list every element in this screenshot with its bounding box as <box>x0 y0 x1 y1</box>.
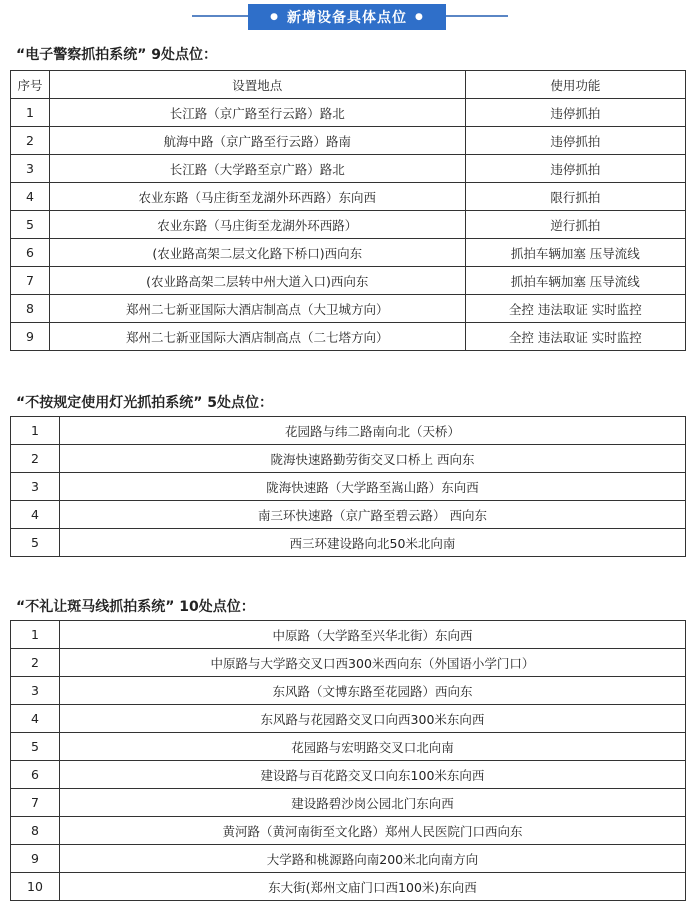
cell-location: 陇海快速路（大学路至嵩山路）东向西 <box>59 473 685 501</box>
section2-title: “不按规定使用灯光抓拍系统” 5处点位： <box>16 395 274 411</box>
cell-location: 大学路和桃源路向南200米北向南方向 <box>59 845 685 873</box>
cell-index: 1 <box>11 621 60 649</box>
cell-location: 花园路与宏明路交叉口北向南 <box>59 733 685 761</box>
cell-location: 农业东路（马庄街至龙湖外环西路）东向西 <box>49 183 465 211</box>
cell-index: 10 <box>11 873 60 901</box>
bullet-dot-icon: ● <box>270 11 279 22</box>
cell-location: 建设路与百花路交叉口向东100米东向西 <box>59 761 685 789</box>
cell-index: 4 <box>11 705 60 733</box>
table-row <box>11 183 686 211</box>
table-row <box>11 761 686 789</box>
cell-index: 2 <box>11 649 60 677</box>
bullet-dot-icon: ● <box>415 11 424 22</box>
table-row <box>11 417 686 445</box>
banner-line-left <box>192 15 248 17</box>
table-header-row <box>11 71 686 99</box>
cell-location: 郑州二七新亚国际大酒店制高点（大卫城方向） <box>49 295 465 323</box>
table-row <box>11 733 686 761</box>
section-banner <box>0 0 696 36</box>
lights-capture-table <box>10 416 686 557</box>
cell-index: 2 <box>11 127 50 155</box>
table-row <box>11 323 686 351</box>
table-row <box>11 677 686 705</box>
table-row <box>11 817 686 845</box>
table-row <box>11 211 686 239</box>
section1-title: “电子警察抓拍系统” 9处点位： <box>16 47 218 63</box>
cell-function: 逆行抓拍 <box>465 211 685 239</box>
cell-location: 南三环快速路（京广路至碧云路） 西向东 <box>59 501 685 529</box>
cell-function: 全控 违法取证 实时监控 <box>465 295 685 323</box>
cell-location: 农业东路（马庄街至龙湖外环西路） <box>49 211 465 239</box>
cell-index: 3 <box>11 155 50 183</box>
cell-location: 中原路与大学路交叉口西300米西向东（外国语小学门口） <box>59 649 685 677</box>
electronic-police-table <box>10 70 686 351</box>
cell-location: 黄河路（黄河南街至文化路）郑州人民医院门口西向东 <box>59 817 685 845</box>
header-location: 设置地点 <box>49 71 465 99</box>
cell-location: 花园路与纬二路南向北（天桥） <box>59 417 685 445</box>
cell-location: 东大街(郑州文庙门口西100米)东向西 <box>59 873 685 901</box>
cell-index: 5 <box>11 211 50 239</box>
cell-index: 7 <box>11 267 50 295</box>
cell-location: 西三环建设路向北50米北向南 <box>59 529 685 557</box>
cell-function: 全控 违法取证 实时监控 <box>465 323 685 351</box>
table-row <box>11 873 686 901</box>
cell-location: (农业路高架二层文化路下桥口)西向东 <box>49 239 465 267</box>
table-row <box>11 155 686 183</box>
table-row <box>11 99 686 127</box>
cell-index: 2 <box>11 445 60 473</box>
table-row <box>11 649 686 677</box>
table-row <box>11 267 686 295</box>
cell-index: 3 <box>11 677 60 705</box>
cell-function: 限行抓拍 <box>465 183 685 211</box>
cell-function: 违停抓拍 <box>465 127 685 155</box>
cell-location: 中原路（大学路至兴华北街）东向西 <box>59 621 685 649</box>
banner-title: 新增设备具体点位 <box>287 10 407 26</box>
cell-location: 长江路（大学路至京广路）路北 <box>49 155 465 183</box>
cell-index: 6 <box>11 761 60 789</box>
cell-index: 5 <box>11 529 60 557</box>
table-row <box>11 529 686 557</box>
cell-function: 违停抓拍 <box>465 99 685 127</box>
cell-location: 陇海快速路勤劳街交叉口桥上 西向东 <box>59 445 685 473</box>
cell-index: 8 <box>11 817 60 845</box>
cell-index: 7 <box>11 789 60 817</box>
table-row <box>11 127 686 155</box>
table-row <box>11 845 686 873</box>
cell-index: 9 <box>11 323 50 351</box>
cell-index: 4 <box>11 501 60 529</box>
cell-location: 东风路（文博东路至花园路）西向东 <box>59 677 685 705</box>
table-row <box>11 473 686 501</box>
cell-index: 4 <box>11 183 50 211</box>
cell-index: 5 <box>11 733 60 761</box>
cell-location: 航海中路（京广路至行云路）路南 <box>49 127 465 155</box>
cell-location: 东风路与花园路交叉口向西300米东向西 <box>59 705 685 733</box>
cell-location: (农业路高架二层转中州大道入口)西向东 <box>49 267 465 295</box>
table-row <box>11 705 686 733</box>
cell-location: 长江路（京广路至行云路）路北 <box>49 99 465 127</box>
cell-location: 郑州二七新亚国际大酒店制高点（二七塔方向） <box>49 323 465 351</box>
crosswalk-capture-table <box>10 620 686 901</box>
cell-index: 9 <box>11 845 60 873</box>
cell-index: 1 <box>11 417 60 445</box>
cell-index: 8 <box>11 295 50 323</box>
cell-index: 1 <box>11 99 50 127</box>
header-function: 使用功能 <box>465 71 685 99</box>
table-row <box>11 621 686 649</box>
table-row <box>11 501 686 529</box>
banner-line-right <box>446 15 508 17</box>
cell-function: 违停抓拍 <box>465 155 685 183</box>
header-index: 序号 <box>11 71 50 99</box>
cell-function: 抓拍车辆加塞 压导流线 <box>465 239 685 267</box>
table-row <box>11 445 686 473</box>
section3-title: “不礼让斑马线抓拍系统” 10处点位： <box>16 599 255 615</box>
banner-title-box <box>248 4 446 30</box>
table-row <box>11 239 686 267</box>
cell-location: 建设路碧沙岗公园北门东向西 <box>59 789 685 817</box>
table-row <box>11 789 686 817</box>
cell-function: 抓拍车辆加塞 压导流线 <box>465 267 685 295</box>
cell-index: 6 <box>11 239 50 267</box>
table-row <box>11 295 686 323</box>
cell-index: 3 <box>11 473 60 501</box>
